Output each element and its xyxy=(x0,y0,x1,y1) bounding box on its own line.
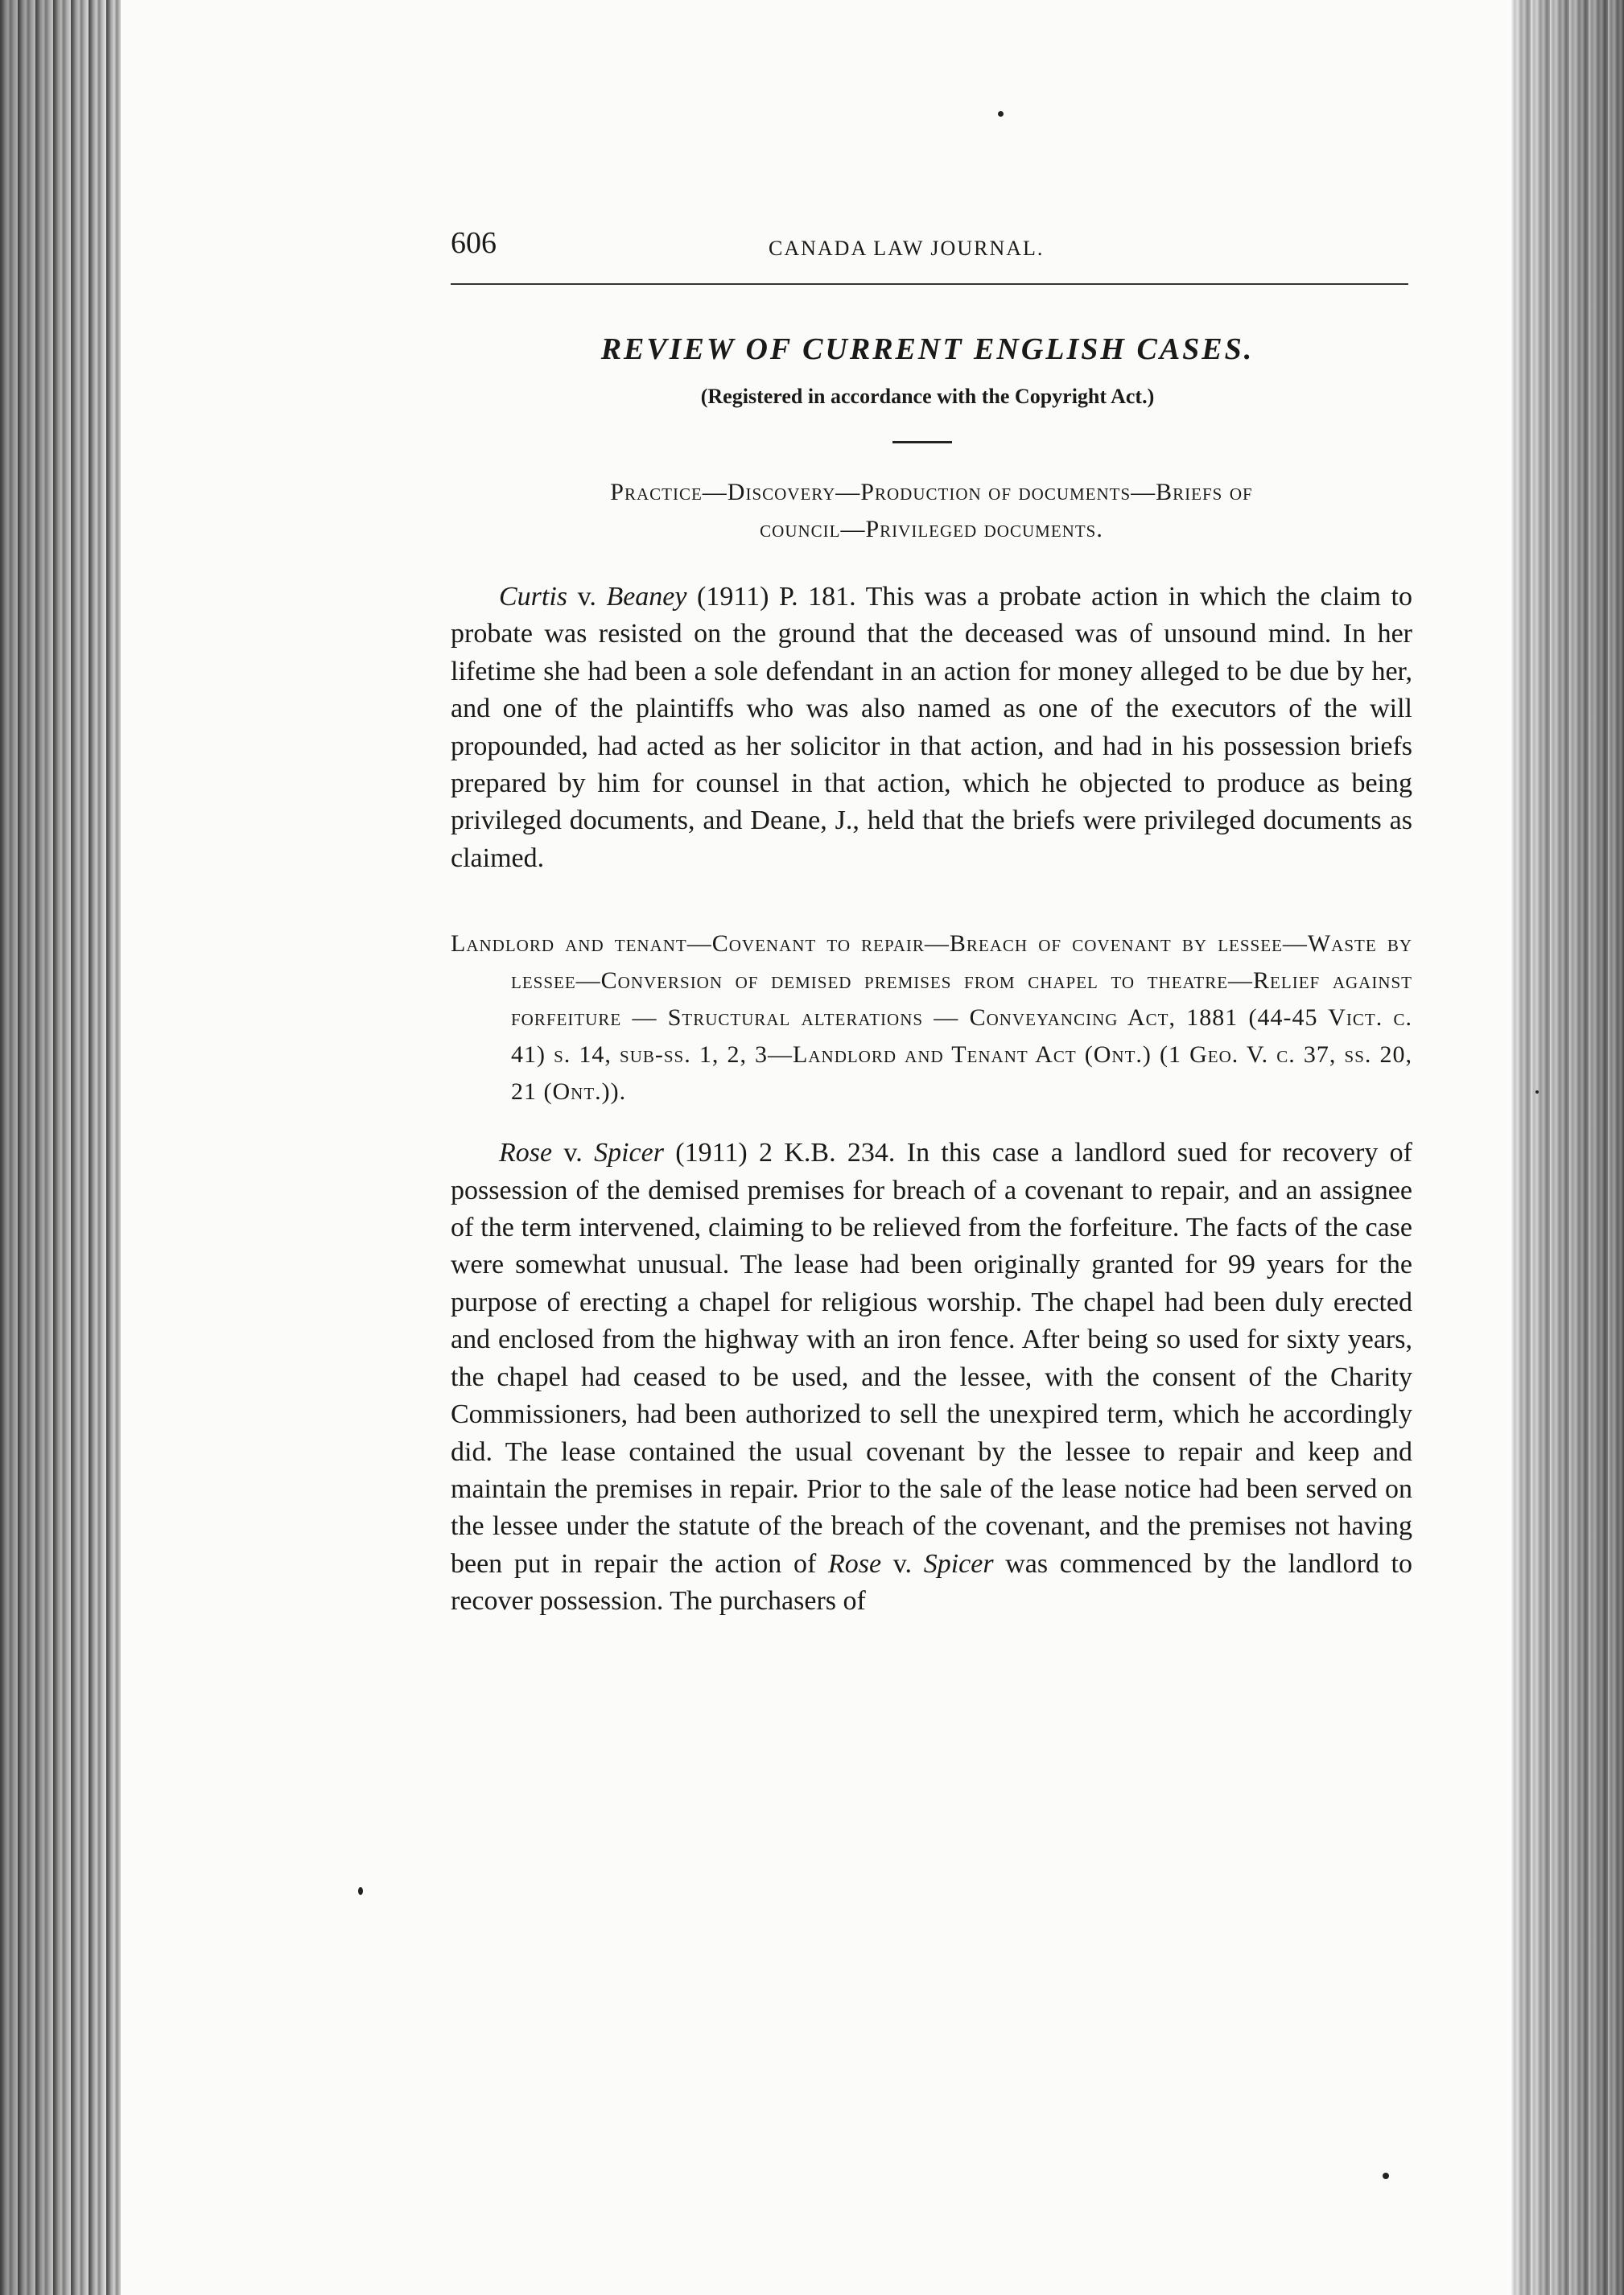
scan-edge-right xyxy=(1511,0,1624,2295)
running-head xyxy=(451,225,1412,274)
scan-speck xyxy=(998,111,1004,117)
case1-headnote xyxy=(451,474,1412,548)
case2-headnote-text: Landlord and tenant—Covenant to repair—Breach of covenant by lessee—Waste by lessee—Conversion of demised premises from chapel to theatre—Relief against forfeiture — Structural alterations — Conveyancing Act, 1881 (44-45 Vict. c. 41) s. 14, sub-ss. 1, 2, 3—Landlord and Tenant Act (Ont.) (1 Geo. V. c. 37, ss. 20, 21 (Ont.)). xyxy=(451,930,1412,1106)
section-divider xyxy=(892,441,952,443)
case1-defendant: Beaney xyxy=(606,582,687,612)
case2-paragraph xyxy=(451,1135,1412,1620)
case2-plaintiff: Rose xyxy=(499,1138,553,1168)
case2-headnote xyxy=(451,925,1412,1110)
case2-ref-plaintiff: Rose xyxy=(827,1548,882,1579)
case1-versus: v. xyxy=(567,582,607,612)
case1-headnote-line2: council—Privileged documents. xyxy=(760,516,1103,542)
scan-speck xyxy=(358,1887,363,1895)
page-number: 606 xyxy=(451,226,497,260)
case2-text-part2: was commenced by the landlord to recover possession. The purchasers of xyxy=(451,1548,1413,1617)
case2-versus: v. xyxy=(552,1138,595,1168)
case2-defendant: Spicer xyxy=(594,1138,664,1168)
copyright-note: (Registered in accordance with the Copyright Act.) xyxy=(700,385,1155,408)
case2-ref-defendant: Spicer xyxy=(923,1548,994,1579)
case1-plaintiff: Curtis xyxy=(499,582,568,612)
scan-speck xyxy=(1535,1090,1539,1094)
header-rule xyxy=(451,283,1408,285)
case1-paragraph xyxy=(451,579,1412,877)
case2-text-part1: (1911) 2 K.B. 234. In this case a landlord sued for recovery of possession of the demised premises for breach of a covenant to repair, and an assignee of the term intervened, claiming to be relieved from the forfeiture. The facts of the case were somewhat unusual. The lease had been originally granted for 99 years for the purpose of erecting a chapel for religious worship. The chapel had been duly erected and enclosed from the highway with an iron fence. After being so used for sixty years, the chapel had ceased to be used, and the lessee, with the consent of the Charity Commissioners, had been authorized to sell the unexpired term, which he accordingly did. The lease contained the usual covenant by the lessee to repair and keep and maintain the premises in repair. Prior to the sale of the lease notice had been served on the lessee under the statute of the breach of the covenant, and the premises not having been put in repair the action of xyxy=(451,1138,1413,1579)
case1-headnote-line1: Practice—Discovery—Production of documents—Briefs of xyxy=(610,479,1253,505)
journal-name: CANADA LAW JOURNAL. xyxy=(769,237,1045,260)
document-page xyxy=(451,225,1412,1621)
case1-body xyxy=(451,579,1412,877)
scan-edge-left xyxy=(0,0,121,2295)
section-title: REVIEW OF CURRENT ENGLISH CASES. xyxy=(600,332,1255,366)
scan-speck xyxy=(1383,2173,1389,2179)
case2-body xyxy=(451,1135,1412,1620)
case1-text: (1911) P. 181. This was a probate action in which the claim to probate was resisted on the ground that the deceased was of unsound mind. In her lifetime she had been a sole defendant in an action for money alleged to be due by her, and one of the plaintiffs who was also named as one of the executors of the will propounded, had acted as her solicitor in that action, and had in his possession briefs prepared by him for counsel in that action, which he objected to produce as being privileged documents, and Deane, J., held that the briefs were privileged documents as claimed. xyxy=(451,582,1412,873)
case2-ref-versus: v. xyxy=(881,1548,924,1579)
